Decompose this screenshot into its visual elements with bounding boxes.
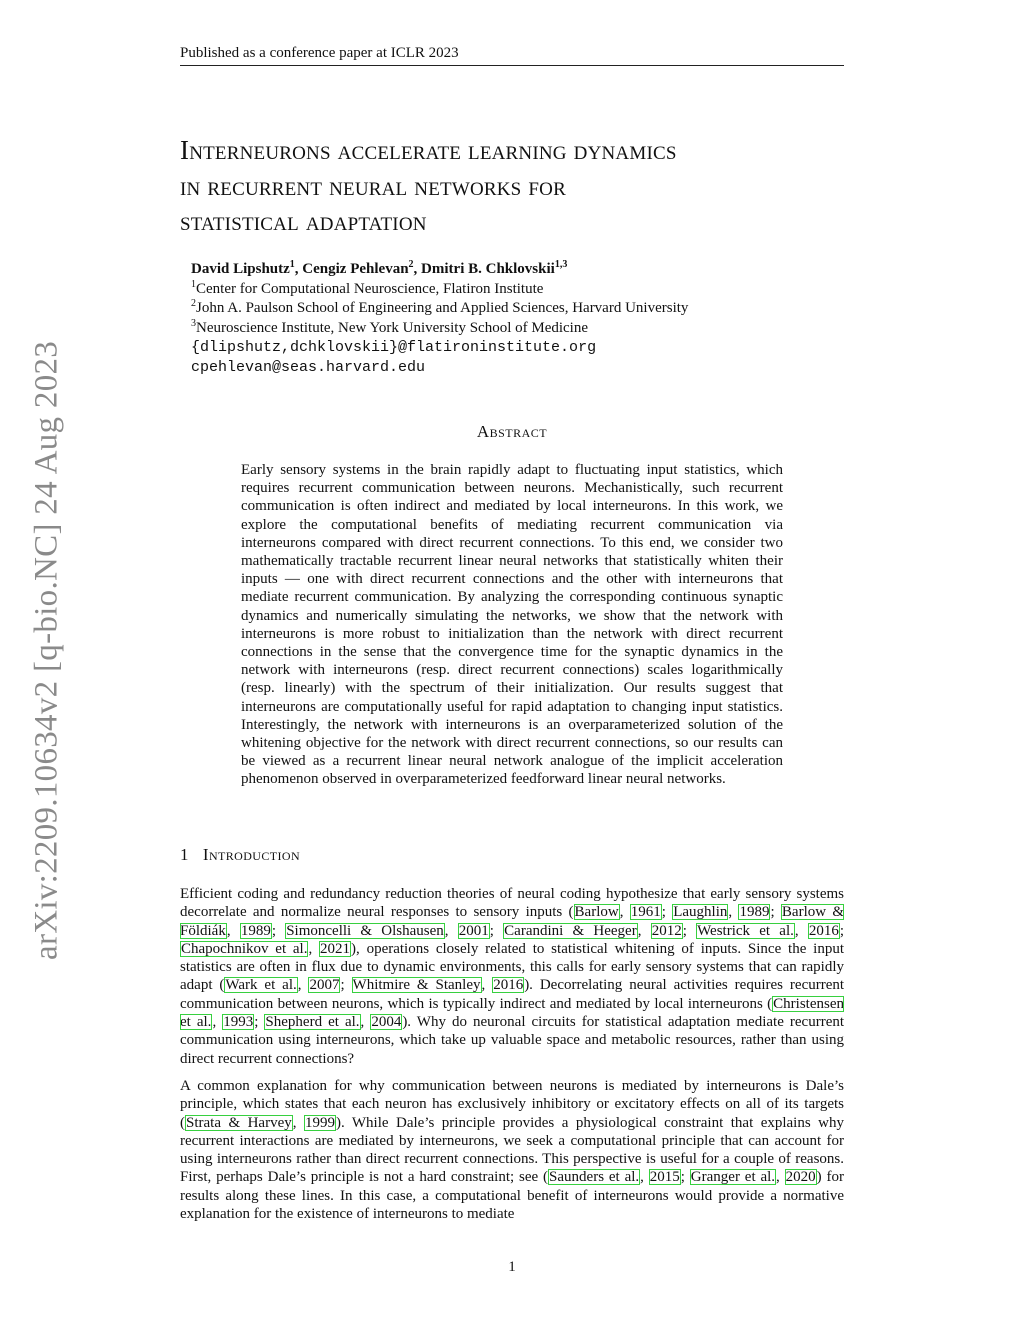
citation-link[interactable]: 2016 bbox=[808, 922, 839, 939]
affiliation bbox=[191, 299, 831, 319]
citation-link[interactable]: 1989 bbox=[739, 904, 770, 921]
text-run: ; bbox=[271, 922, 286, 939]
title-line: in recurrent neural networks for bbox=[180, 170, 566, 201]
text-run: , bbox=[297, 977, 309, 994]
text-run: , bbox=[481, 977, 493, 994]
citation-link[interactable]: Shepherd et al. bbox=[265, 1014, 360, 1031]
citation-link[interactable]: Saunders et al. bbox=[549, 1169, 640, 1186]
affiliation-text: Neuroscience Institute, New York University School of Medicine bbox=[196, 319, 589, 336]
author-sup: 2 bbox=[408, 259, 414, 270]
text-run: ; bbox=[340, 977, 352, 994]
citation-link[interactable]: Barlow bbox=[574, 904, 619, 921]
affiliation bbox=[191, 319, 831, 339]
citation-link[interactable]: Christensen et al. bbox=[180, 995, 844, 1031]
citation-link[interactable]: Laughlin bbox=[673, 904, 728, 921]
citation-link[interactable]: Wark et al. bbox=[225, 977, 297, 994]
citation-link[interactable]: 2007 bbox=[309, 977, 340, 994]
citation-link[interactable]: 2021 bbox=[320, 940, 351, 957]
text-run: , bbox=[226, 922, 240, 939]
author-names: David Lipshutz$^1$, Cengiz Pehlevan$^2$, Dmitri B. Chklovskii$^{1,3}$ bbox=[191, 259, 568, 277]
text-run: ), operations closely related to statistical whitening of inputs. Since the input statistics are often in flux due to dynamic environments, this calls for early sensory systems that can rapidly adapt ( bbox=[180, 940, 844, 994]
affiliation-text: John A. Paulson School of Engineering and Applied Sciences, Harvard University bbox=[196, 300, 689, 316]
affiliation-sup: 1 bbox=[191, 278, 196, 290]
text-run: ). Decorrelating neural activities requires recurrent communication between neurons, which is typically indirect and mediated by local interneurons ( bbox=[180, 977, 845, 1012]
affiliation bbox=[191, 280, 831, 300]
text-run: , bbox=[640, 1169, 649, 1186]
affiliation-sup: 2 bbox=[191, 298, 196, 309]
author-block bbox=[191, 260, 831, 377]
text-run: ; bbox=[770, 904, 781, 921]
citation-link[interactable]: 1989 bbox=[240, 922, 271, 939]
section-title: Introduction bbox=[202, 845, 301, 864]
citation-link[interactable]: Strata & Harvey bbox=[186, 1114, 292, 1131]
text-run: ; bbox=[254, 1014, 265, 1031]
abstract-heading: Abstract bbox=[476, 422, 548, 441]
author-email[interactable]: cpehlevan@seas.harvard.edu bbox=[191, 358, 426, 376]
text-run: ; bbox=[489, 922, 504, 939]
author-name: David Lipshutz bbox=[191, 261, 290, 277]
citation-link[interactable]: 1961 bbox=[630, 904, 661, 921]
author-name: Cengiz Pehlevan bbox=[302, 261, 409, 277]
abstract-body: Early sensory systems in the brain rapidly adapt to fluctuating input statistics, which requires recurrent communication between neurons. Mechanistically, such recurrent communication is often indirect and mediated by local interneurons. In this work, we explore the computational benefits of mediating recurrent communication via interneurons compared with direct recurrent connections. To this end, we consider two mathematically tractable recurrent linear neural networks that statistically whiten their inputs — one with direct recurrent connections and the other with interneurons that mediate recurrent communication. By analyzing the corresponding continuous synaptic dynamics and numerically simulating the networks, we show that the network with interneurons is more robust to initialization than the network with direct recurrent connections in the sense that the convergence time for the synaptic dynamics in the network with interneurons (resp. direct recurrent connections) scales logarithmically (resp. linearly) with the spectrum of their initialization. Our results suggest that interneurons are computationally useful for rapid adaptation to changing input statistics. Interestingly, the network with interneurons is an overparameterized solution of the whitening objective for the network with direct recurrent connections, so our results can be viewed as a recurrent linear neural network analogue of the implicit acceleration phenomenon observed in overparameterized feedforward linear neural networks. bbox=[241, 462, 783, 788]
section-number: 1 bbox=[180, 845, 189, 864]
citation-link[interactable]: 1999 bbox=[304, 1114, 335, 1131]
citation-link[interactable]: Granger et al. bbox=[690, 1169, 776, 1186]
text-run: ; bbox=[680, 1169, 690, 1186]
section-heading-introduction bbox=[180, 845, 300, 865]
text-run: ; bbox=[839, 922, 844, 939]
text-run: , bbox=[444, 922, 458, 939]
citation-link[interactable]: Carandini & Heeger bbox=[504, 922, 637, 939]
text-run: Efficient coding and redundancy reduction theories of neural coding hypothesize that early sensory systems decorrelate and normalize neural responses to sensory inputs ( bbox=[180, 886, 844, 921]
affiliation-sup: 3 bbox=[191, 317, 196, 329]
running-header: Published as a conference paper at ICLR 2023 bbox=[180, 44, 844, 66]
text-run: ; bbox=[682, 922, 697, 939]
citation-link[interactable]: Westrick et al. bbox=[697, 922, 794, 939]
text-run: , bbox=[794, 922, 808, 939]
affiliation-text: Center for Computational Neuroscience, Flatiron Institute bbox=[196, 280, 544, 297]
text-run: ) for results along these lines. In this case, a computational benefit of interneurons would provide a normative explanation for the existence of interneurons to mediate bbox=[180, 1169, 844, 1223]
text-run: A common explanation for why communication between neurons is mediated by interneurons is Dale’s principle, which states that each neuron has exclusively inhibitory or excitatory effects on all of its targets ( bbox=[180, 1078, 844, 1131]
text-run: , bbox=[776, 1169, 785, 1186]
author-email[interactable]: {dlipshutz,dchklovskii}@flatironinstitute.org bbox=[191, 339, 597, 356]
text-run: , bbox=[360, 1014, 371, 1031]
citation-link[interactable]: 2015 bbox=[649, 1169, 680, 1186]
text-run: , bbox=[728, 904, 739, 921]
author-sup: 1,3 bbox=[554, 259, 568, 270]
citation-link[interactable]: Whitmire & Stanley bbox=[352, 977, 481, 994]
title-line: Interneurons accelerate learning dynamics bbox=[180, 135, 677, 165]
citation-link[interactable]: 1993 bbox=[223, 1014, 254, 1031]
page-number: 1 bbox=[508, 1259, 516, 1275]
text-run: , bbox=[637, 922, 651, 939]
author-sup: 1 bbox=[289, 259, 295, 270]
intro-paragraph-1 bbox=[180, 885, 844, 1068]
text-run: ). Why do neuronal circuits for statistical adaptation mediate recurrent communication using interneurons, which take up valuable space and metabolic resources, rather than using direct recurrent connections? bbox=[180, 1014, 845, 1067]
citation-link[interactable]: Chapochnikov et al. bbox=[181, 940, 308, 957]
citation-link[interactable]: 2004 bbox=[371, 1014, 402, 1031]
text-run: , bbox=[308, 940, 320, 957]
arxiv-stamp: arXiv:2209.10634v2 [q-bio.NC] 24 Aug 2023 bbox=[28, 340, 65, 960]
text-run: , bbox=[292, 1114, 304, 1131]
paper-title bbox=[180, 133, 844, 240]
text-run: ; bbox=[661, 904, 673, 921]
citation-link[interactable]: 2020 bbox=[785, 1169, 816, 1186]
citation-link[interactable]: Barlow & Földiák bbox=[180, 904, 845, 939]
text-run: ). While Dale’s principle provides a physiological constraint that explains why recurrent interactions are mediated by interneurons, we seek a computational principle that can account for using interneurons rather than direct recurrent connections. This perspective is useful for a couple of reasons. First, perhaps Dale’s principle is not a hard constraint; see ( bbox=[180, 1114, 844, 1186]
author-name: Dmitri B. Chklovskii bbox=[421, 261, 555, 277]
intro-paragraph-2 bbox=[180, 1077, 844, 1223]
citation-link[interactable]: 2001 bbox=[458, 922, 489, 939]
title-line: statistical adaptation bbox=[180, 206, 427, 236]
citation-link[interactable]: 2016 bbox=[493, 977, 524, 994]
citation-link[interactable]: Simoncelli & Olshausen bbox=[286, 922, 444, 939]
text-run: , bbox=[212, 1014, 223, 1031]
text-run: , bbox=[619, 904, 630, 921]
citation-link[interactable]: 2012 bbox=[651, 922, 682, 939]
